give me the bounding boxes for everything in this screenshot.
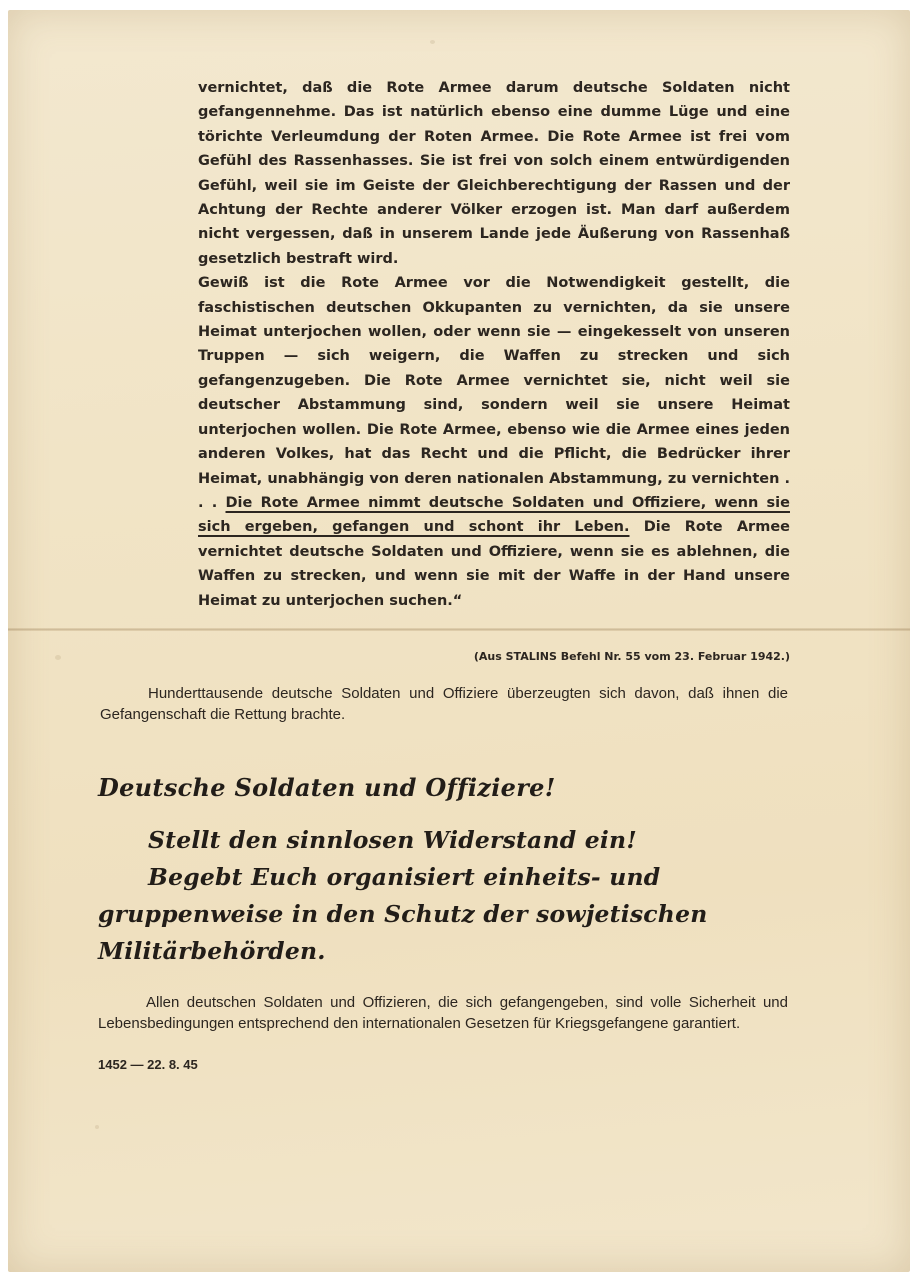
stalin-quote bbox=[198, 76, 790, 613]
quote-paragraph-2-text: Gewiß ist die Rote Armee vor die Notwendigkeit gestellt, die faschistischen deutschen Okkupanten zu vernichten, da sie unsere Heimat unterjochen wollen, oder wenn sie — eingekesselt von unseren Truppen — sich weigern, die Waffen zu strecken und sich gefangenzugeben. Die Rote Armee vernichtet sie, nicht weil sie deutscher Abstammung sind, sondern weil sie unsere Heimat unterjochen wollen. Die Rote Armee, ebenso wie die Armee eines jeden anderen Volkes, hat das Recht und die Pflicht, die Bedrücker ihrer Heimat, unabhängig von deren nationalen Abstammung, zu vernichten . . . bbox=[198, 275, 790, 511]
print-code: 1452 — 22. 8. 45 bbox=[98, 1057, 198, 1072]
appeal-line-3: gruppenweise in den Schutz der sowjetischen bbox=[98, 900, 708, 928]
quote-paragraph-2 bbox=[198, 271, 790, 613]
quote-ending: Die Rote Armee vernichtet deutsche Soldaten und Offiziere, wenn sie es ablehnen, die Waffen zu strecken, und wenn sie mit der Waffe in der Hand unsere Heimat zu unterjochen suchen.“ bbox=[198, 519, 790, 609]
intro-paragraph: Hunderttausende deutsche Soldaten und Offiziere überzeugten sich davon, daß ihnen die Gefangenschaft die Rettung brachte. bbox=[100, 685, 788, 723]
guarantee-paragraph: Allen deutschen Soldaten und Offizieren, die sich gefangengeben, sind volle Sicherheit und Lebensbedingungen entsprechend den internationalen Gesetzen für Kriegsgefangene garantiert. bbox=[98, 994, 788, 1032]
appeal-line-2: Begebt Euch organisiert einheits- und bbox=[148, 863, 661, 891]
appeal-heading: Deutsche Soldaten und Offiziere! bbox=[98, 773, 556, 802]
appeal-line-1: Stellt den sinnlosen Widerstand ein! bbox=[148, 826, 637, 854]
quote-underlined-sentence: Die Rote Armee nimmt deutsche Soldaten und Offiziere, wenn sie sich ergeben, gefangen und schont ihr Leben. bbox=[198, 494, 790, 536]
fold-crease bbox=[8, 628, 910, 631]
paper-stain bbox=[55, 655, 61, 660]
quote-source: (Aus STALINS Befehl Nr. 55 vom 23. Februar 1942.) bbox=[473, 650, 790, 663]
appeal-line-4: Militärbehörden. bbox=[98, 937, 326, 965]
quote-paragraph-1: vernichtet, daß die Rote Armee darum deutsche Soldaten nicht gefangennehme. Das ist natürlich ebenso eine dumme Lüge und eine törichte Verleumdung der Roten Armee. Die Rote Armee ist frei vom Gefühl des Rassenhasses. Sie ist frei von solch einem entwürdigenden Gefühl, weil sie im Geiste der Gleichberechtigung der Rassen und der Achtung der Rechte anderer Völker erzogen ist. Man darf außerdem nicht vergessen, daß in unserem Lande jede Äußerung von Rassenhaß gesetzlich bestraft wird. bbox=[198, 80, 790, 267]
paper-stain bbox=[95, 1125, 99, 1129]
paper-stain bbox=[430, 40, 435, 44]
appeal-body bbox=[98, 822, 790, 970]
